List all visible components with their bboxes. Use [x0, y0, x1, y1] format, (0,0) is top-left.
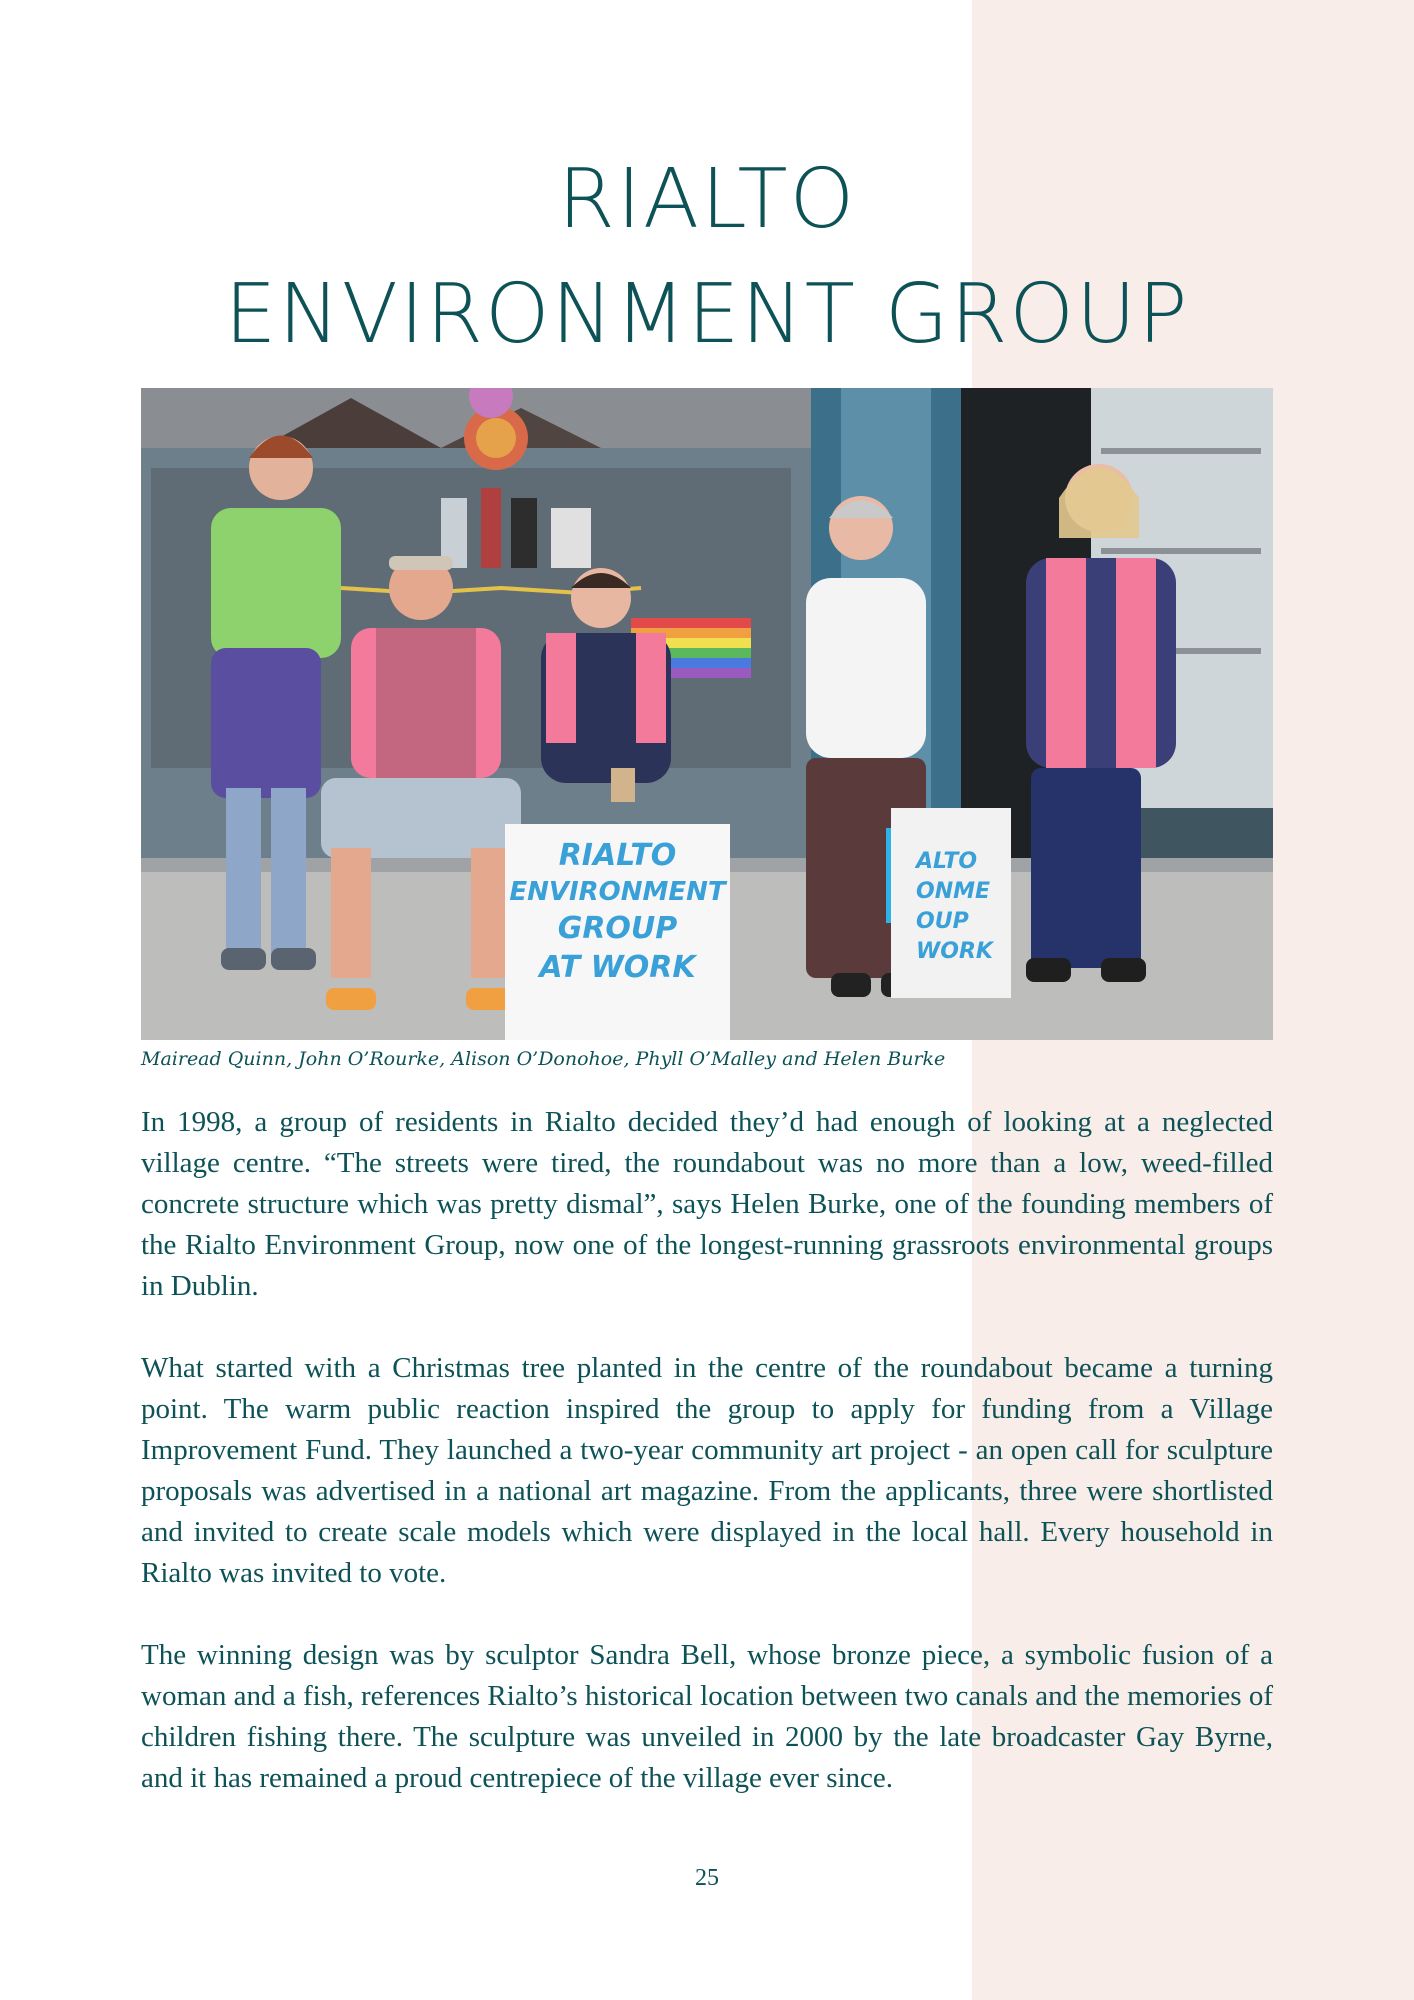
paragraph-1: In 1998, a group of residents in Rialto decided they’d had enough of looking at a neglected village centre. “The streets were tired, the roundabout was no more than a low, weed-filled concrete structure which was pretty dismal”, says Helen Burke, one of the founding members of the Rialto Environment Group, now one of the longest-running grassroots environmental groups in Dublin.: [141, 1106, 1273, 1302]
svg-text:WORK: WORK: [916, 939, 993, 964]
svg-text:OUP: OUP: [916, 909, 969, 934]
svg-text:ALTO: ALTO: [916, 849, 978, 874]
svg-text:ONME: ONME: [916, 879, 991, 904]
sign-line-2: ENVIRONMENT: [509, 877, 726, 907]
page-title-line-2: ENVIRONMENT GROUP: [224, 267, 1190, 362]
sign-line-1: RIALTO: [558, 838, 677, 873]
paragraph-3: The winning design was by sculptor Sandra Bell, whose bronze piece, a symbolic fusion of a woman and a fish, references Rialto’s historical location between two canals and the memories of children fishing there. The sculpture was unveiled in 2000 by the late broadcaster Gay Byrne, and it has remained a proud centrepiece of the village ever since.: [141, 1639, 1273, 1794]
sign-line-4: AT WORK: [539, 950, 696, 985]
paragraph-2: What started with a Christmas tree planted in the centre of the roundabout became a turning point. The warm public reaction inspired the group to apply for funding from a Village Improvement Fund. They launched a two-year community art project - an open call for sculpture proposals was advertised in a national art magazine. From the applicants, three were shortlisted and invited to create scale models which were displayed in the local hall. Every household in Rialto was invited to vote.: [141, 1352, 1273, 1589]
sign-text-block: [505, 824, 730, 1040]
group-photo: [141, 388, 1273, 1040]
page-number: 25: [695, 1865, 719, 1891]
page-title-line-1: RIALTO: [557, 152, 857, 247]
photo-caption: Mairead Quinn, John O’Rourke, Alison O’Donohoe, Phyll O’Malley and Helen Burke: [141, 1048, 946, 1070]
sign-line-3: GROUP: [557, 911, 678, 946]
